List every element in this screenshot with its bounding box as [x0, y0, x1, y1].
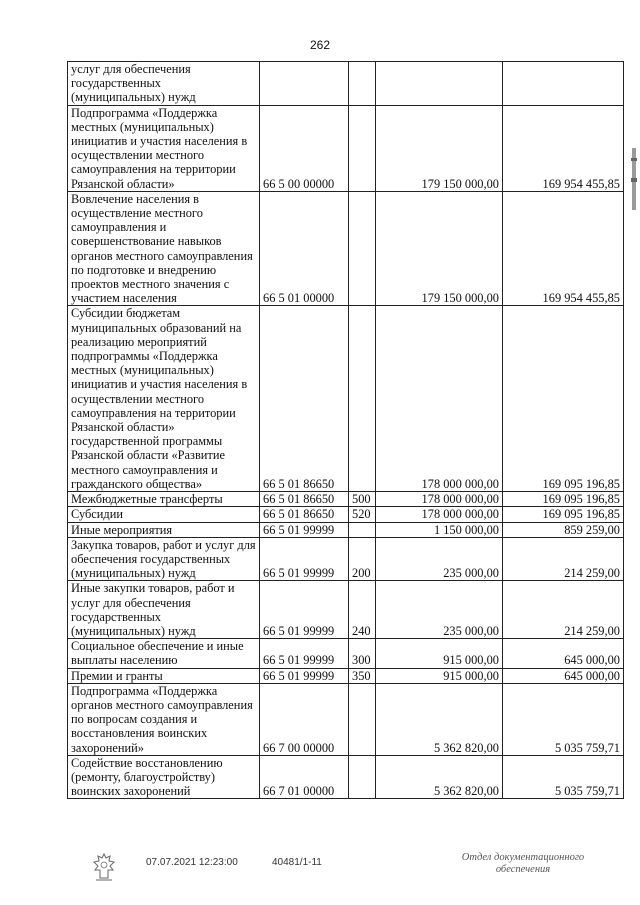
row-plan-cell: 5 362 820,00 [376, 755, 503, 799]
row-plan-cell: 178 000 000,00 [376, 492, 503, 507]
row-vr-cell [349, 191, 376, 306]
row-fact-cell: 169 095 196,85 [503, 306, 624, 492]
table-row [68, 537, 624, 581]
row-name-cell: Закупка товаров, работ и услуг для обеспечения государственных (муниципальных) нужд [68, 537, 260, 581]
stamp-document-number: 40481/1-11 [272, 857, 322, 868]
table-row [68, 191, 624, 306]
row-name-cell: Иные мероприятия [68, 522, 260, 537]
row-fact-cell: 169 095 196,85 [503, 507, 624, 522]
table-row [68, 639, 624, 668]
table-row [68, 522, 624, 537]
row-name-cell: услуг для обеспечения государственных (муниципальных) нужд [68, 62, 260, 106]
row-code-cell: 66 5 01 86650 [260, 492, 349, 507]
row-plan-cell: 179 150 000,00 [376, 105, 503, 191]
row-code-cell: 66 5 00 00000 [260, 105, 349, 191]
row-code-cell: 66 5 01 99999 [260, 668, 349, 683]
row-fact-cell: 5 035 759,71 [503, 755, 624, 799]
row-vr-cell: 520 [349, 507, 376, 522]
row-name-cell: Межбюджетные трансферты [68, 492, 260, 507]
page-number: 262 [309, 38, 331, 52]
row-fact-cell: 645 000,00 [503, 639, 624, 668]
row-fact-cell: 169 954 455,85 [503, 105, 624, 191]
row-plan-cell: 235 000,00 [376, 581, 503, 639]
row-fact-cell: 214 259,00 [503, 537, 624, 581]
row-name-cell: Подпрограмма «Поддержка органов местного самоуправления по вопросам создания и восстановления воинских захоронений» [68, 683, 260, 755]
row-code-cell: 66 5 01 86650 [260, 507, 349, 522]
table-row [68, 683, 624, 755]
table-row [68, 105, 624, 191]
row-plan-cell: 1 150 000,00 [376, 522, 503, 537]
row-plan-cell: 179 150 000,00 [376, 191, 503, 306]
row-code-cell: 66 5 01 00000 [260, 191, 349, 306]
coat-of-arms-icon [90, 852, 118, 882]
table-row [68, 668, 624, 683]
row-vr-cell: 300 [349, 639, 376, 668]
table-row [68, 492, 624, 507]
stamp-department [448, 852, 598, 876]
row-name-cell: Подпрограмма «Поддержка местных (муниципальных) инициатив и участия населения в осуществлении местного самоуправления на территории Рязанской области» [68, 105, 260, 191]
row-code-cell: 66 7 01 00000 [260, 755, 349, 799]
row-name-cell: Иные закупки товаров, работ и услуг для обеспечения государственных (муниципальных) нужд [68, 581, 260, 639]
row-name-cell: Социальное обеспечение и иные выплаты населению [68, 639, 260, 668]
table-row [68, 755, 624, 799]
table-row [68, 581, 624, 639]
row-vr-cell [349, 522, 376, 537]
row-plan-cell: 915 000,00 [376, 639, 503, 668]
table-row [68, 507, 624, 522]
row-code-cell: 66 5 01 99999 [260, 522, 349, 537]
document-footer [0, 850, 640, 890]
row-vr-cell: 350 [349, 668, 376, 683]
row-plan-cell [376, 62, 503, 106]
stamp-department-line2: обеспечения [495, 864, 551, 875]
row-vr-cell: 500 [349, 492, 376, 507]
row-name-cell: Вовлечение населения в осуществление местного самоуправления и совершенствование навыков органов местного самоуправления по подготовке и внедрению проектов местного значения с участием населения [68, 191, 260, 306]
row-vr-cell [349, 62, 376, 106]
budget-table [67, 61, 624, 799]
row-name-cell: Субсидии [68, 507, 260, 522]
row-code-cell: 66 5 01 99999 [260, 639, 349, 668]
row-plan-cell: 5 362 820,00 [376, 683, 503, 755]
row-fact-cell [503, 62, 624, 106]
row-plan-cell: 915 000,00 [376, 668, 503, 683]
row-code-cell: 66 5 01 99999 [260, 581, 349, 639]
row-fact-cell: 169 954 455,85 [503, 191, 624, 306]
row-plan-cell: 235 000,00 [376, 537, 503, 581]
row-code-cell: 66 7 00 00000 [260, 683, 349, 755]
row-vr-cell: 200 [349, 537, 376, 581]
row-vr-cell [349, 755, 376, 799]
row-vr-cell [349, 306, 376, 492]
row-fact-cell: 169 095 196,85 [503, 492, 624, 507]
table-row [68, 306, 624, 492]
row-vr-cell [349, 105, 376, 191]
row-name-cell: Премии и гранты [68, 668, 260, 683]
row-fact-cell: 859 259,00 [503, 522, 624, 537]
row-fact-cell: 5 035 759,71 [503, 683, 624, 755]
row-plan-cell: 178 000 000,00 [376, 306, 503, 492]
row-vr-cell [349, 683, 376, 755]
row-code-cell [260, 62, 349, 106]
stamp-date-time: 07.07.2021 12:23:00 [146, 857, 238, 868]
row-name-cell: Содействие восстановлению (ремонту, благоустройству) воинских захоронений [68, 755, 260, 799]
stamp-department-line1: Отдел документационного [461, 852, 585, 863]
row-code-cell: 66 5 01 86650 [260, 306, 349, 492]
row-fact-cell: 645 000,00 [503, 668, 624, 683]
row-vr-cell: 240 [349, 581, 376, 639]
row-name-cell: Субсидии бюджетам муниципальных образований на реализацию мероприятий подпрограммы «Поддержка местных (муниципальных) инициатив и участия населения в осуществлении местного самоуправления на территории Рязанской области» государственной программы Рязанской области «Развитие местного самоуправления и гражданского общества» [68, 306, 260, 492]
budget-table-body [68, 62, 624, 799]
table-row [68, 62, 624, 106]
row-code-cell: 66 5 01 99999 [260, 537, 349, 581]
row-fact-cell: 214 259,00 [503, 581, 624, 639]
row-plan-cell: 178 000 000,00 [376, 507, 503, 522]
scan-edge-mark [630, 148, 638, 210]
